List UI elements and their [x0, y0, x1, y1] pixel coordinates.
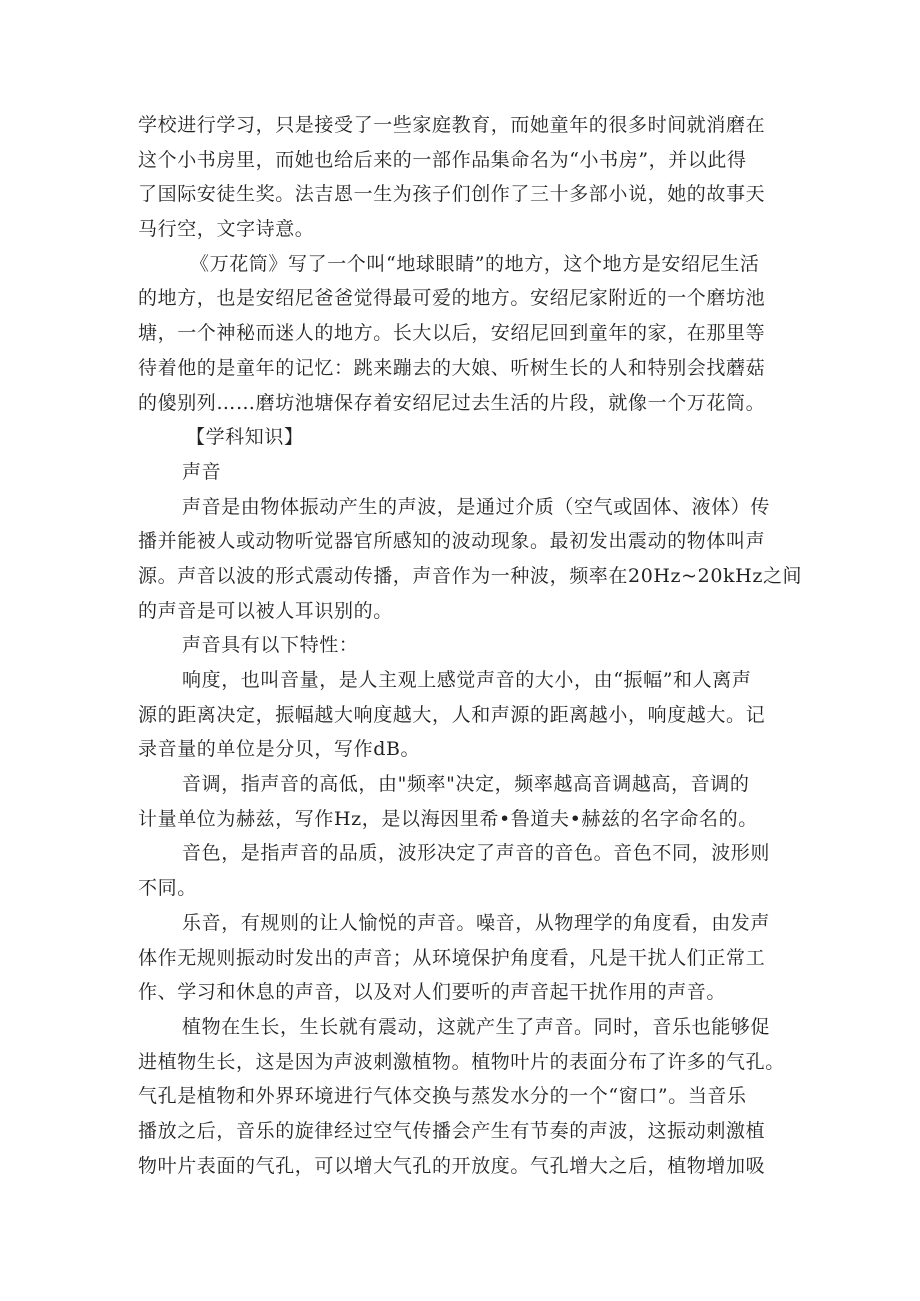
paragraph-line: 的声音是可以被人耳识别的。: [138, 599, 393, 622]
paragraph-line: 源。声音以波的形式震动传播，声音作为一种波，频率在20Hz~20kHz之间: [138, 564, 803, 587]
paragraph-line: 录音量的单位是分贝，写作dB。: [138, 738, 421, 761]
paragraph-line: 马行空，文字诗意。: [138, 218, 315, 241]
paragraph-line: 物叶片表面的气孔，可以增大气孔的开放度。气孔增大之后，植物增加吸: [138, 1154, 766, 1177]
paragraph-line: 的傻别列……磨坊池塘保存着安绍尼过去生活的片段，就像一个万花筒。: [138, 391, 766, 414]
paragraph-line: 音调，指声音的高低，由"频率"决定，频率越高音调越高，音调的: [182, 773, 750, 796]
paragraph-line: 植物在生长，生长就有震动，这就产生了声音。同时，音乐也能够促: [182, 1015, 771, 1038]
paragraph-line: 播并能被人或动物听觉器官所感知的波动现象。最初发出震动的物体叫声: [138, 530, 766, 553]
paragraph-line: 学校进行学习，只是接受了一些家庭教育，而她童年的很多时间就消磨在: [138, 114, 766, 136]
paragraph-line: 计量单位为赫兹，写作Hz，是以海因里希•鲁道夫•赫兹的名字命名的。: [138, 807, 758, 830]
paragraph-line: 不同。: [138, 877, 197, 900]
paragraph-line: 进植物生长，这是因为声波刺激植物。植物叶片的表面分布了许多的气孔。: [138, 1050, 785, 1073]
paragraph-line: 播放之后，音乐的旋律经过空气传播会产生有节奏的声波，这振动刺激植: [138, 1119, 766, 1142]
section-heading: 【学科知识】: [186, 426, 304, 449]
paragraph-line: 的地方，也是安绍尼爸爸觉得最可爱的地方。安绍尼家附近的一个磨坊池: [138, 287, 766, 310]
document-body: [138, 108, 803, 1183]
paragraph-line: 源的距离决定，振幅越大响度越大，人和声源的距离越小，响度越大。记: [138, 703, 766, 726]
paragraph-line: 体作无规则振动时发出的声音；从环境保护角度看，凡是干扰人们正常工: [138, 946, 766, 969]
subsection-heading: 声音: [182, 460, 222, 483]
paragraph-line: 了国际安徒生奖。法吉恩一生为孩子们创作了三十多部小说，她的故事天: [138, 183, 766, 206]
paragraph-line: 待着他的是童年的记忆：跳来蹦去的大娘、听树生长的人和特别会找蘑菇: [138, 356, 766, 379]
paragraph-line: 乐音，有规则的让人愉悦的声音。噪音，从物理学的角度看，由发声: [182, 911, 771, 934]
paragraph-line: 《万花筒》写了一个叫“地球眼睛”的地方，这个地方是安绍尼生活: [190, 252, 760, 275]
paragraph-line: 塘，一个神秘而迷人的地方。长大以后，安绍尼回到童年的家，在那里等: [138, 322, 766, 345]
paragraph-line: 响度，也叫音量，是人主观上感觉声音的大小，由“振幅”和人离声: [182, 669, 752, 691]
paragraph-line: 声音是由物体振动产生的声波，是通过介质（空气或固体、液体）传: [182, 495, 771, 518]
paragraph-line: 音色，是指声音的品质，波形决定了声音的音色。音色不同，波形则: [182, 842, 771, 865]
paragraph-line: 气孔是植物和外界环境进行气体交换与蒸发水分的一个“窗口”。当音乐: [138, 1085, 747, 1108]
paragraph-line: 这个小书房里，而她也给后来的一部作品集命名为“小书房”，并以此得: [138, 148, 747, 171]
paragraph-line: 作、学习和休息的声音，以及对人们要听的声音起干扰作用的声音。: [138, 981, 727, 1004]
paragraph-line: 声音具有以下特性：: [182, 634, 359, 657]
